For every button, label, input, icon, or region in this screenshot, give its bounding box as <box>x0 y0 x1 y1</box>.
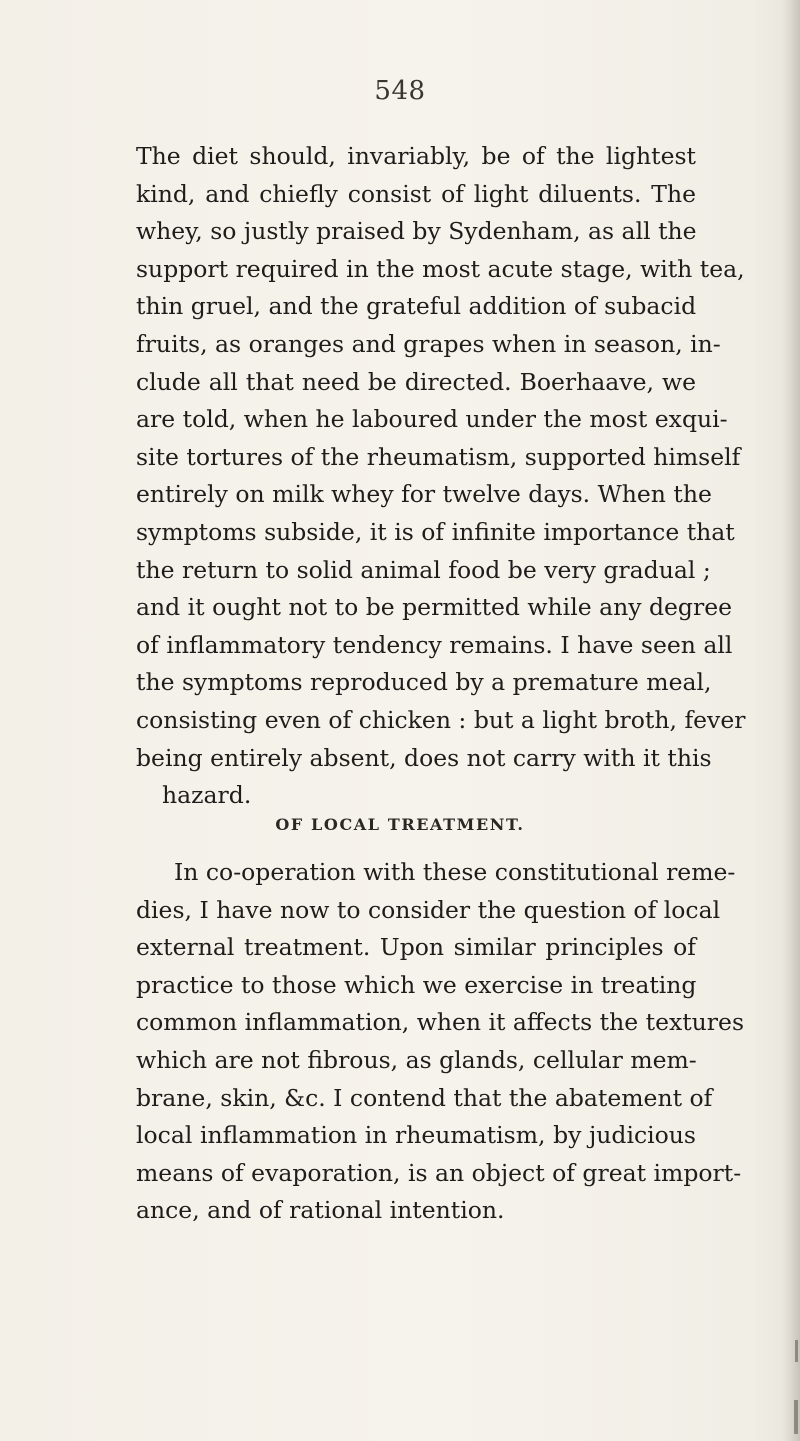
page-edge-shadow <box>782 0 800 1441</box>
text-line: entirely on milk whey for twelve days. When the <box>136 480 712 509</box>
text-line: symptoms subside, it is of infinite importance that <box>136 517 735 546</box>
text-line: support required in the most acute stage, with tea, <box>136 254 745 283</box>
text-line: means of evaporation, is an object of great import- <box>136 1158 742 1187</box>
paragraph-diet <box>136 138 746 815</box>
text-line: brane, skin, &c. I contend that the abatement of <box>136 1083 713 1112</box>
text-line: are told, when he laboured under the most exqui- <box>136 405 728 434</box>
section-heading: OF LOCAL TREATMENT. <box>275 815 525 834</box>
text-line: kind, and chiefly consist of light diluents. The <box>136 179 696 208</box>
text-line: ance, and of rational intention. <box>136 1196 505 1225</box>
text-line: the symptoms reproduced by a premature meal, <box>136 668 712 697</box>
paragraph-local-treatment <box>136 854 745 1230</box>
text-line: fruits, as oranges and grapes when in season, in- <box>136 329 721 358</box>
text-line: external treatment. Upon similar principles of <box>136 933 696 962</box>
text-line: dies, I have now to consider the question of local <box>136 895 721 924</box>
text-line: common inflammation, when it affects the textures <box>136 1008 745 1037</box>
text-line: and it ought not to be permitted while any degree <box>136 593 733 622</box>
text-line: whey, so justly praised by Sydenham, as all the <box>136 217 697 246</box>
text-line: hazard. <box>162 781 252 810</box>
text-line: thin gruel, and the grateful addition of subacid <box>136 292 697 321</box>
text-line: practice to those which we exercise in treating <box>136 970 697 999</box>
page-number: 548 <box>374 76 426 106</box>
text-line: site tortures of the rheumatism, supported himself <box>136 442 741 471</box>
text-line: which are not fibrous, as glands, cellular mem- <box>136 1045 697 1074</box>
text-line: clude all that need be directed. Boerhaave, we <box>136 367 696 396</box>
text-line: local inflammation in rheumatism, by judicious <box>136 1121 696 1150</box>
text-line: In co-operation with these constitutional reme- <box>174 858 736 886</box>
page-edge-mark <box>795 1340 798 1362</box>
text-line: being entirely absent, does not carry with it this <box>136 743 712 772</box>
text-line: the return to solid animal food be very gradual ; <box>136 555 711 584</box>
text-line: The diet should, invariably, be of the lightest <box>136 142 696 170</box>
page-edge-mark <box>794 1400 798 1434</box>
text-line: consisting even of chicken : but a light broth, fever <box>136 705 746 734</box>
text-line: of inflammatory tendency remains. I have seen all <box>136 630 733 659</box>
